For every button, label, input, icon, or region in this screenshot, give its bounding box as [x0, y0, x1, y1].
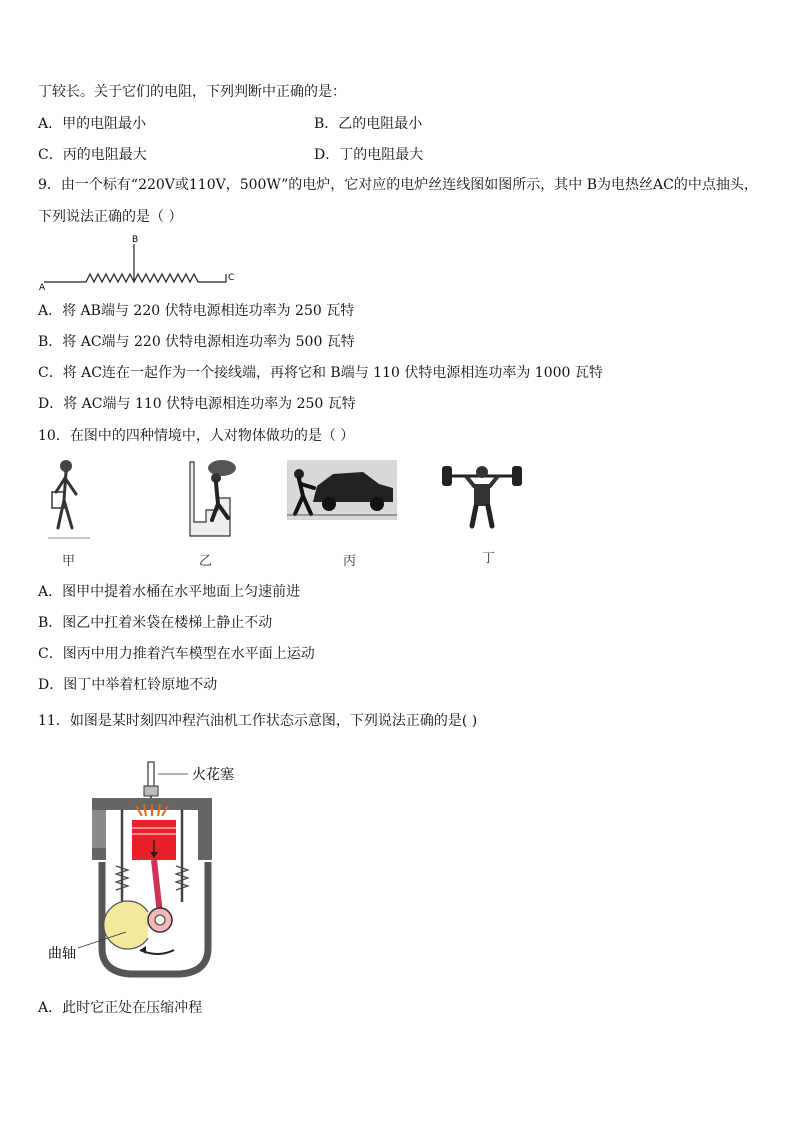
q11-stem: 11．如图是某时刻四冲程汽油机工作状态示意图，下列说法正确的是( ) — [38, 713, 478, 729]
q9-option-c: C．将 AC连在一起作为一个接线端，再将它和 B端与 110 伏特电源相连功率为 1000 瓦特 — [38, 365, 603, 381]
four-stroke-engine-diagram — [40, 752, 260, 980]
q8-option-c: C．丙的电阻最大 — [38, 147, 147, 163]
q9-stem-line2: 下列说法正确的是（ ） — [38, 209, 183, 225]
heater-coil — [44, 274, 226, 282]
figure-bing-pushing-car — [287, 460, 397, 520]
label-crankshaft: 曲轴 — [48, 946, 76, 962]
label-a: A — [39, 283, 46, 292]
caption-bing: 丙 — [343, 554, 357, 569]
q10-option-c: C．图丙中用力推着汽车模型在水平面上运动 — [38, 646, 315, 662]
q8-stem-tail: 丁较长。关于它们的电阻，下列判断中正确的是： — [38, 84, 346, 100]
q11-option-a: A．此时它正处在压缩冲程 — [38, 1000, 203, 1016]
label-c: C — [228, 273, 235, 283]
q8-option-a: A．甲的电阻最小 — [38, 116, 147, 132]
q9-option-d: D．将 AC端与 110 伏特电源相连功率为 250 瓦特 — [38, 396, 356, 412]
q8-option-d: D．丁的电阻最大 — [314, 147, 424, 163]
caption-jia: 甲 — [62, 554, 76, 569]
q8-option-b: B．乙的电阻最小 — [314, 116, 423, 132]
figure-jia-carrying-bucket — [44, 458, 94, 543]
q10-option-a: A．图甲中提着水桶在水平地面上匀速前进 — [38, 584, 301, 600]
figure-ding-holding-barbell — [442, 458, 522, 530]
label-spark-plug: 火花塞 — [192, 767, 234, 783]
figure-yi-carrying-sack-on-stairs — [188, 458, 246, 538]
q10-option-d: D．图丁中举着杠铃原地不动 — [38, 677, 218, 693]
crankshaft-icon — [104, 901, 172, 949]
label-b: B — [132, 235, 139, 245]
spark-plug-icon — [144, 762, 158, 804]
q10-option-b: B．图乙中扛着米袋在楼梯上静止不动 — [38, 615, 273, 631]
heater-wire-diagram — [36, 232, 246, 292]
caption-ding: 丁 — [482, 551, 496, 566]
caption-yi: 乙 — [199, 554, 213, 569]
q10-stem: 10．在图中的四种情境中，人对物体做功的是（ ） — [38, 428, 355, 444]
q9-option-a: A．将 AB端与 220 伏特电源相连功率为 250 瓦特 — [38, 303, 355, 319]
q9-option-b: B．将 AC端与 220 伏特电源相连功率为 500 瓦特 — [38, 334, 355, 350]
piston-icon — [132, 820, 176, 860]
q9-stem-line1: 9．由一个标有“220V或110V，500W”的电炉，它对应的电炉丝连线图如图所示，其中 B为电热丝AC的中点抽头， — [38, 177, 758, 193]
